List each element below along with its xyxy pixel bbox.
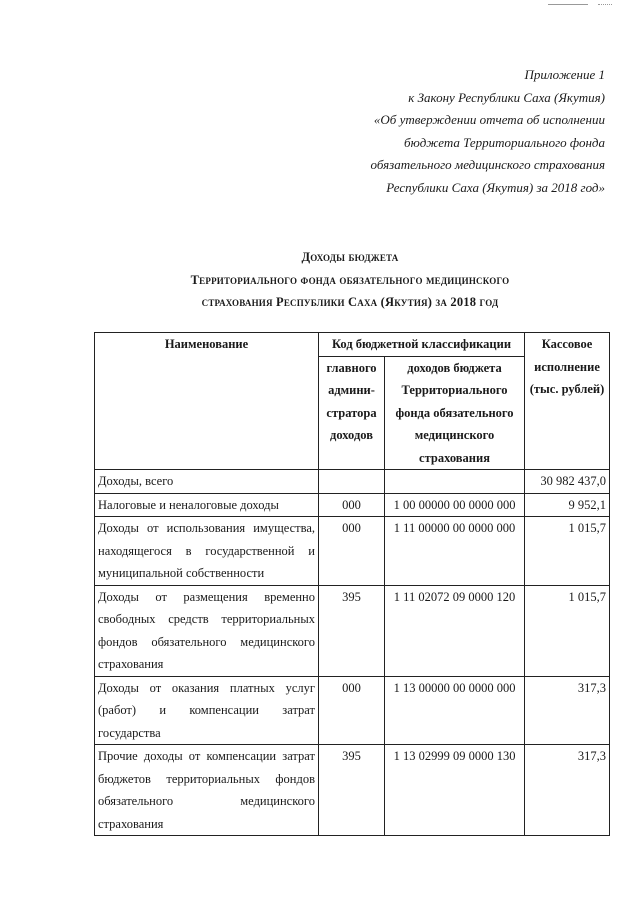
appendix-line: «Об утверждении отчета об исполнении [373,112,605,127]
document-title [95,246,605,314]
row-name-line: Доходы от оказания платных услуг [98,680,315,695]
row-name-line: Доходы от размещения временно [98,589,315,604]
row-admin-code: 395 [319,745,385,836]
row-name [95,745,319,836]
row-name-line: свободных средств территориальных [98,612,315,626]
row-name [95,585,319,676]
title-line: страхования Республики Саха (Якутия) за 2018 год [201,295,499,309]
row-name-line: фондов обязательного медицинского [98,634,315,649]
header-admin-line: стратора [326,405,377,420]
table-row [95,585,610,676]
header-income-code-line: страхования [419,450,490,465]
row-admin-code: 395 [319,585,385,676]
row-name-line: страхования [98,816,164,831]
header-admin-line: админи- [328,383,375,397]
header-code-group: Код бюджетной классификации [319,333,525,357]
row-name-line: (работ) и компенсации затрат [98,703,315,717]
row-name-line: обязательного медицинского [98,794,315,808]
row-amount: 317,3 [525,676,610,745]
scan-mark-line [548,4,588,5]
row-name [95,676,319,745]
header-execution-line: исполнение [534,359,600,374]
appendix-note [275,64,605,199]
budget-income-table [94,332,610,836]
row-name-line: находящегося в государственной и [98,543,315,558]
header-income-code [385,356,525,470]
row-name-line: Прочие доходы от компенсации затрат [98,749,315,763]
row-amount: 9 952,1 [525,493,610,517]
table-row [95,517,610,586]
title-line: Доходы бюджета [301,250,399,264]
row-admin-code [319,470,385,494]
table-row [95,470,610,494]
row-budget-code: 1 00 00000 00 0000 000 [385,493,525,517]
row-name-line: бюджетов территориальных фондов [98,771,315,786]
row-name-line: муниципальной собственности [98,566,265,580]
row-amount: 317,3 [525,745,610,836]
row-name [95,470,319,494]
header-execution [525,333,610,470]
row-name-line: государства [98,725,161,740]
appendix-line: Республики Саха (Якутия) за 2018 год» [386,179,605,195]
row-budget-code [385,470,525,494]
row-admin-code: 000 [319,493,385,517]
appendix-line: обязательного медицинского страхования [370,157,605,172]
header-income-code-line: фонда обязательного [395,405,514,420]
row-amount: 1 015,7 [525,517,610,586]
header-admin [319,356,385,470]
scan-mark-dots [598,4,612,6]
header-income-code-line: медицинского [414,428,495,442]
table-header [95,333,610,470]
row-budget-code: 1 11 02072 09 0000 120 [385,585,525,676]
title-line: Территориального фонда обязательного медицинского [190,272,510,287]
header-income-code-line: доходов бюджета [407,360,502,375]
row-amount: 30 982 437,0 [525,470,610,494]
appendix-line: к Закону Республики Саха (Якутия) [408,89,605,105]
table-row [95,493,610,517]
row-name [95,493,319,517]
row-name [95,517,319,586]
row-name-line: Доходы от использования имущества, [98,521,315,535]
table-row [95,745,610,836]
row-name-line: страхования [98,657,164,671]
header-admin-line: главного [326,360,377,375]
row-name-line: Доходы, всего [98,474,174,488]
row-admin-code: 000 [319,676,385,745]
table-row [95,676,610,745]
header-execution-line: Кассовое [541,337,593,351]
row-admin-code: 000 [319,517,385,586]
appendix-line: Приложение 1 [524,67,605,82]
row-budget-code: 1 13 02999 09 0000 130 [385,745,525,836]
row-budget-code: 1 11 00000 00 0000 000 [385,517,525,586]
row-name-line: Налоговые и неналоговые доходы [98,497,279,512]
header-name: Наименование [95,333,319,470]
header-income-code-line: Территориального [401,383,508,397]
header-admin-line: доходов [330,428,373,442]
appendix-line: бюджета Территориального фонда [404,134,605,150]
header-execution-line: (тыс. рублей) [529,382,605,396]
row-budget-code: 1 13 00000 00 0000 000 [385,676,525,745]
row-amount: 1 015,7 [525,585,610,676]
